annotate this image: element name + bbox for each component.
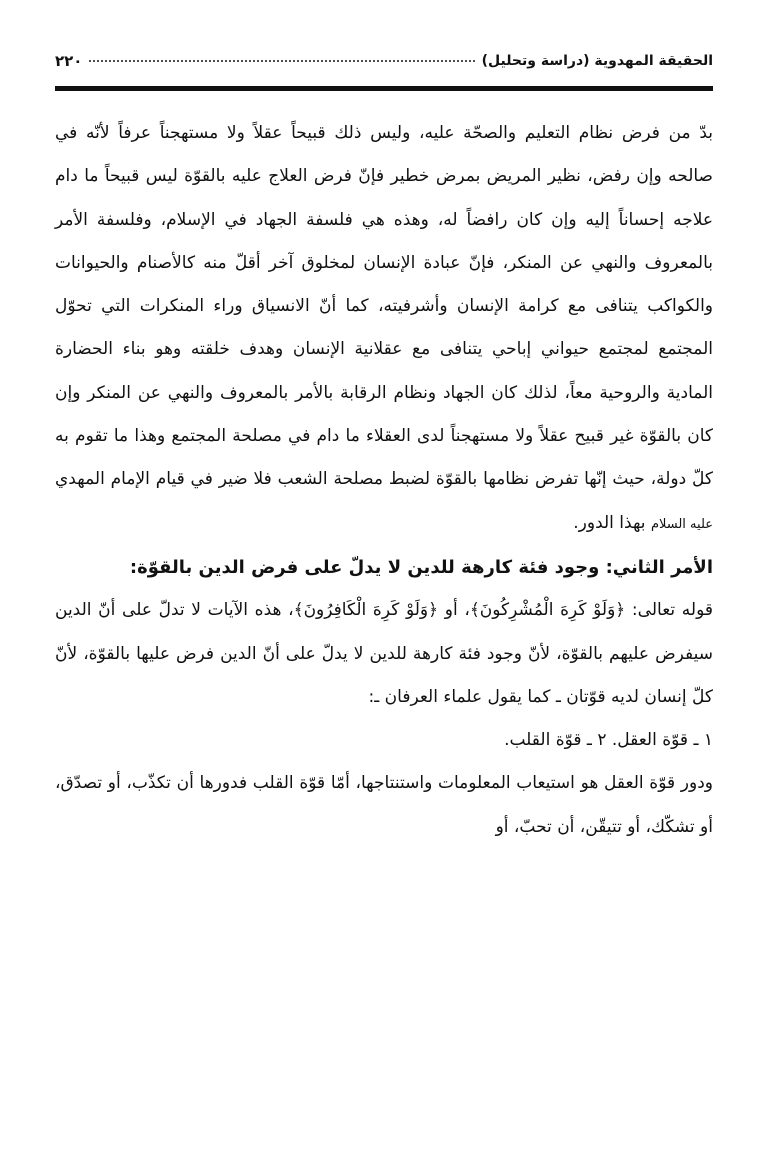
page-number: ٢٢٠ (55, 52, 83, 70)
paragraph-3: ودور قوّة العقل هو استيعاب المعلومات واستنتاجها، أمّا قوّة القلب فدورها أن تكذّب، أو تصدّق، أو تشكّك، أو تتيقّن، أن تحبّ، أو (55, 773, 713, 837)
paragraph-1 (55, 112, 713, 546)
list-line: ١ ـ قوّة العقل. ٢ ـ قوّة القلب. (504, 730, 713, 751)
running-title: الحقيقة المهدوية (دراسة وتحليل) (481, 53, 713, 69)
dot-leader (88, 60, 475, 62)
page-header (55, 48, 713, 74)
paragraph-1-ending: بهذا الدور. (573, 512, 646, 533)
section-heading: الأمر الثاني: وجود فئة كارهة للدين لا يدلّ على فرض الدين بالقوّة: (129, 556, 713, 578)
body-text (55, 112, 713, 849)
header-rule (55, 86, 713, 91)
honorific-symbol: عليه السلام (650, 516, 713, 532)
paragraph-1-text: بدّ من فرض نظام التعليم والصحّة عليه، وليس ذلك قبيحاً عقلاً ولا مستهجناً عرفاً لأنّه في صالحه وإن رفض، نظير المريض بمرض خطير فإنّ فرض العلاج عليه بالقوّة ليس قبيحاً ما دام علاجه إحساناً إليه وإن كان رافضاً له، وهذه هي فلسفة الجهاد في الإسلام، وفلسفة الأمر بالمعروف والنهي عن المنكر، فإنّ عبادة الإنسان لمخلوق آخر أقلّ منه كالأصنام والحيوانات والكواكب يتنافى مع كرامة الإنسان وأشرفيته، كما أنّ الانسياق وراء المنكرات التي تحوّل المجتمع لمجتمع حيواني إباحي يتنافى مع عقلانية الإنسان وهدف خلقته وهو بناء الحضارة المادية والروحية معاً، لذلك كان الجهاد ونظام الرقابة بالأمر بالمعروف والنهي عن المنكر وإن كان بالقوّة غير قبيح عقلاً ولا مستهجناً لدى العقلاء ما دام في مصلحة المجتمع وهذا ما تقوم به كلّ دولة، حيث إنّها تفرض نظامها بالقوّة لضبط مصلحة الشعب فلا ضير في قيام الإمام المهدي (55, 123, 713, 490)
paragraph-2: قوله تعالى: ﴿وَلَوْ كَرِهَ الْمُشْرِكُونَ﴾، أو ﴿وَلَوْ كَرِهَ الْكَافِرُونَ﴾، هذه الآيات لا تدلّ على أنّ الدين سيفرض عليهم بالقوّة، لأنّ وجود فئة كارهة للدين لا يدلّ على أنّ الدين فرض عليها بالقوّة، لأنّ كلّ إنسان لديه قوّتان ـ كما يقول علماء العرفان ـ: (55, 600, 713, 707)
